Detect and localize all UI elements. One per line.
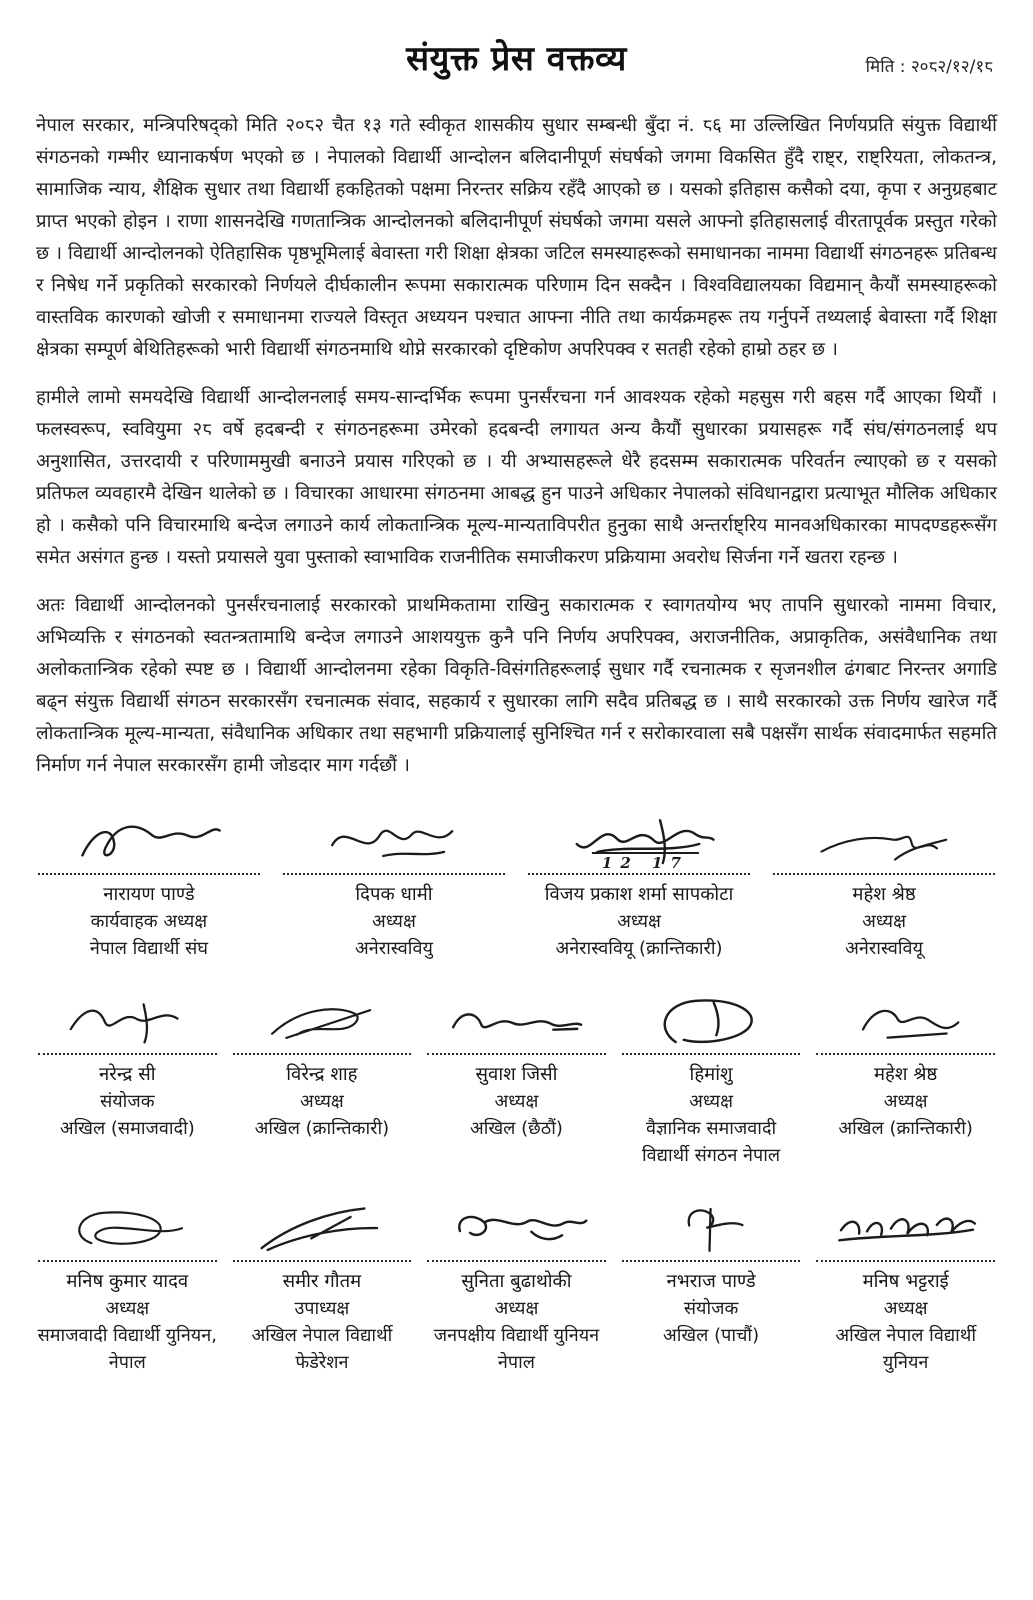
signature-line [528,873,750,875]
paragraph-3: अतः विद्यार्थी आन्दोलनको पुनर्संरचनालाई सरकारको प्राथमिकतामा राखिनु सकारात्मक र स्वागतयोग्य भए तापनि सुधारको नाममा विचार, अभिव्यक्ति र संगठनको स्वतन्त्रतामाथि बन्देज लगाउने आशययुक्त कुनै पनि निर्णय अपरिपक्व, अराजनीतिक, अप्राकृतिक, असंवैधानिक तथा अलोकतान्त्रिक रहेको स्पष्ट छ । विद्यार्थी आन्दोलनमा रहेका विकृति-विसंगतिहरूलाई सुधार गर्दै रचनात्मक र सृजनशील ढंगबाट निरन्तर अगाडि बढ्न संयुक्त विद्यार्थी संगठन सरकारसँग रचनात्मक संवाद, सहकार्य र सुधारका लागि सदैव प्रतिबद्ध छ । साथै सरकारको उक्त निर्णय खारेज गर्दै लोकतान्त्रिक मूल्य-मान्यता, संवैधानिक अधिकार तथा सहभागी प्रक्रियालाई सुनिश्चित गर्न र सरोकारवाला सबै पक्षसँग सार्थक संवादमार्फत सहमति निर्माण गर्न नेपाल सरकारसँग हामी जोडदार माग गर्दछौं । [36,595,997,776]
signer-name: मनिष भट्टराई [862,1271,949,1292]
signature-line [816,1260,995,1262]
signer-role: संयोजक [683,1298,739,1319]
signature-block [281,808,507,962]
signature-scribble-icon [814,1195,997,1257]
signature-block [36,1195,219,1376]
signer-name: नारायण पाण्डे [103,884,195,905]
signature-scribble-icon [36,988,219,1050]
signer-name: विजय प्रकाश शर्मा सापकोटा [544,884,734,905]
signature-scribble-icon [620,988,803,1050]
signature-block [814,988,997,1142]
signer-organization: अखिल (क्रान्तिकारी) [838,1118,973,1139]
signature-block [425,1195,608,1376]
signer-organization: वैज्ञानिक समाजवादी विद्यार्थी संगठन नेपाल [642,1118,781,1166]
signature-block [231,1195,414,1376]
signer-name: नरेन्द्र सी [99,1064,156,1085]
signature-block [526,808,752,962]
signature-scribble-icon [231,988,414,1050]
signer-role: अध्यक्ष [689,1091,733,1112]
signer-role: अध्यक्ष [494,1298,539,1319]
signature-note: 12 17 [592,852,699,872]
signature-scribble-icon [814,988,997,1050]
signer-organization: अखिल (छैठौं) [470,1118,563,1139]
signer-name: मनिष कुमार यादव [66,1271,189,1292]
signer-name: महेश श्रेष्ठ [852,884,916,905]
signature-scribble-icon [36,1195,219,1257]
signature-block [814,1195,997,1376]
signer-role: अध्यक्ष [617,911,661,932]
signature-block [231,988,414,1142]
signature-row-3 [36,1195,997,1376]
signature-scribble-icon [620,1195,803,1257]
signer-name: हिमांशु [689,1064,733,1085]
signer-role: अध्यक्ष [299,1091,344,1112]
signature-line [38,873,260,875]
signer-organization: समाजवादी विद्यार्थी युनियन, नेपाल [37,1325,217,1373]
signer-name: महेश श्रेष्ठ [873,1064,938,1085]
signature-line [622,1260,801,1262]
signature-line [427,1053,606,1055]
document-body [36,110,997,782]
signer-name: नभराज पाण्डे [666,1271,756,1292]
signer-organization: नेपाल विद्यार्थी संघ [89,938,208,959]
signature-line [38,1260,217,1262]
signature-block [771,808,997,962]
signature-scribble-icon [231,1195,414,1257]
signature-block [425,988,608,1142]
signer-organization: अनेरास्ववियू [845,938,923,959]
signature-scribble-icon [36,808,262,870]
signature-scribble-icon [771,808,997,870]
page-title: संयुक्त प्रेस वक्तव्य [406,39,627,79]
signer-organization: अनेरास्ववियू (क्रान्तिकारी) [555,938,723,959]
document-date: मिति : २०८२/१२/१८ [865,57,993,77]
signature-line [622,1053,801,1055]
signer-role: अध्यक्ष [883,1298,928,1319]
signature-row-1 [36,808,997,962]
signature-block [620,1195,803,1349]
signer-name: सुनिता बुढाथोकी [461,1271,572,1292]
signer-role: अध्यक्ष [372,911,416,932]
signature-line [283,873,505,875]
signer-organization: अखिल (क्रान्तिकारी) [254,1118,390,1139]
signer-role: संयोजक [100,1091,155,1112]
signature-block [620,988,803,1169]
signature-block [36,988,219,1142]
signer-organization: अखिल (समाजवादी) [59,1118,195,1139]
paragraph-2: हामीले लामो समयदेखि विद्यार्थी आन्दोलनलाई समय-सान्दर्भिक रूपमा पुनर्संरचना गर्न आवश्यक रहेको महसुस गरी बहस गर्दै आएका थियौं । फलस्वरूप, स्ववियुमा २८ वर्षे हदबन्दी र संगठनहरूमा उमेरको हदबन्दी लगायत अन्य कैयौं सुधारका प्रयासहरू गर्दै संघ/संगठनलाई थप अनुशासित, उत्तरदायी र परिणाममुखी बनाउने प्रयास गरिएको छ । यी अभ्यासहरूले धेरै हदसम्म सकारात्मक परिवर्तन ल्याएको छ र यसको प्रतिफल व्यवहारमै देखिन थालेको छ । विचारका आधारमा संगठनमा आबद्ध हुन पाउने अधिकार नेपालको संविधानद्वारा प्रत्याभूत मौलिक अधिकार हो । कसैको पनि विचारमाथि बन्देज लगाउने कार्य लोकतान्त्रिक मूल्य-मान्यताविपरीत हुनुका साथै अन्तर्राष्ट्रिय मानवअधिकारका मापदण्डहरूसँग समेत असंगत हुन्छ । यस्तो प्रयासले युवा पुस्ताको स्वाभाविक राजनीतिक समाजीकरण प्रक्रियामा अवरोध सिर्जना गर्ने खतरा रहन्छ । [36,387,997,568]
signature-scribble-icon [526,808,752,870]
signature-line [233,1053,412,1055]
signer-role: अध्यक्ष [494,1091,539,1112]
signer-name: सुवाश जिसी [475,1064,558,1085]
paragraph-1: नेपाल सरकार, मन्त्रिपरिषद्को मिति २०८२ चैत १३ गते स्वीकृत शासकीय सुधार सम्बन्धी बुँदा नं. ८६ मा उल्लिखित निर्णयप्रति संयुक्त विद्यार्थी संगठनको गम्भीर ध्यानाकर्षण भएको छ । नेपालको विद्यार्थी आन्दोलन बलिदानीपूर्ण संघर्षको जगमा विकसित हुँदै राष्ट्र, राष्ट्रियता, लोकतन्त्र, सामाजिक न्याय, शैक्षिक सुधार तथा विद्यार्थी हकहितको पक्षमा निरन्तर सक्रिय रहँदै आएको छ । यसको इतिहास कसैको दया, कृपा र अनुग्रहबाट प्राप्त भएको होइन । राणा शासनदेखि गणतान्त्रिक आन्दोलनको बलिदानीपूर्ण संघर्षको जगमा यसले आफ्नो इतिहासलाई वीरतापूर्वक प्रस्तुत गरेको छ । विद्यार्थी आन्दोलनको ऐतिहासिक पृष्ठभूमिलाई बेवास्ता गरी शिक्षा क्षेत्रका जटिल समस्याहरूको समाधानका नाममा विद्यार्थी संगठनहरू प्रतिबन्ध र निषेध गर्ने प्रकृतिको सरकारको निर्णयले दीर्घकालीन रूपमा सकारात्मक परिणाम दिन सक्दैन । विश्वविद्यालयका विद्यमान् कैयौं समस्याहरूको वास्तविक कारणको खोजी र समाधानमा राज्यले विस्तृत अध्ययन पश्चात आफ्ना नीति तथा कार्यक्रमहरू तय गर्नुपर्ने तथ्यलाई बेवास्ता गर्दै शिक्षा क्षेत्रका सम्पूर्ण बेथितिहरूको भारी विद्यार्थी संगठनमाथि थोप्ने सरकारको दृष्टिकोण अपरिपक्व र सतही रहेको हाम्रो ठहर छ । [36,115,998,360]
signer-role: अध्यक्ष [862,911,906,932]
signature-scribble-icon [425,988,608,1050]
signature-line [427,1260,606,1262]
signer-role: कार्यवाहक अध्यक्ष [90,911,208,932]
signer-organization: अखिल (पाचौं) [663,1325,760,1346]
signer-role: उपाध्यक्ष [294,1298,350,1319]
signer-role: अध्यक्ष [105,1298,150,1319]
signer-name: विरेन्द्र शाह [286,1064,358,1085]
document-header [36,28,997,92]
signature-line [38,1053,217,1055]
signature-row-2 [36,988,997,1169]
signer-name: समीर गौतम [282,1271,362,1292]
signature-line [233,1260,412,1262]
signer-organization: अखिल नेपाल विद्यार्थी फेडेरेशन [251,1325,393,1373]
signature-block [36,808,262,962]
signer-role: अध्यक्ष [883,1091,928,1112]
signature-line [773,873,995,875]
signature-scribble-icon [281,808,507,870]
signature-line [816,1053,995,1055]
signer-name: दिपक धामी [355,884,433,905]
signer-organization: जनपक्षीय विद्यार्थी युनियन नेपाल [433,1325,600,1373]
signature-section [36,808,997,1376]
signer-organization: अखिल नेपाल विद्यार्थी युनियन [835,1325,977,1373]
signer-organization: अनेरास्ववियु [355,938,433,959]
signature-scribble-icon [425,1195,608,1257]
